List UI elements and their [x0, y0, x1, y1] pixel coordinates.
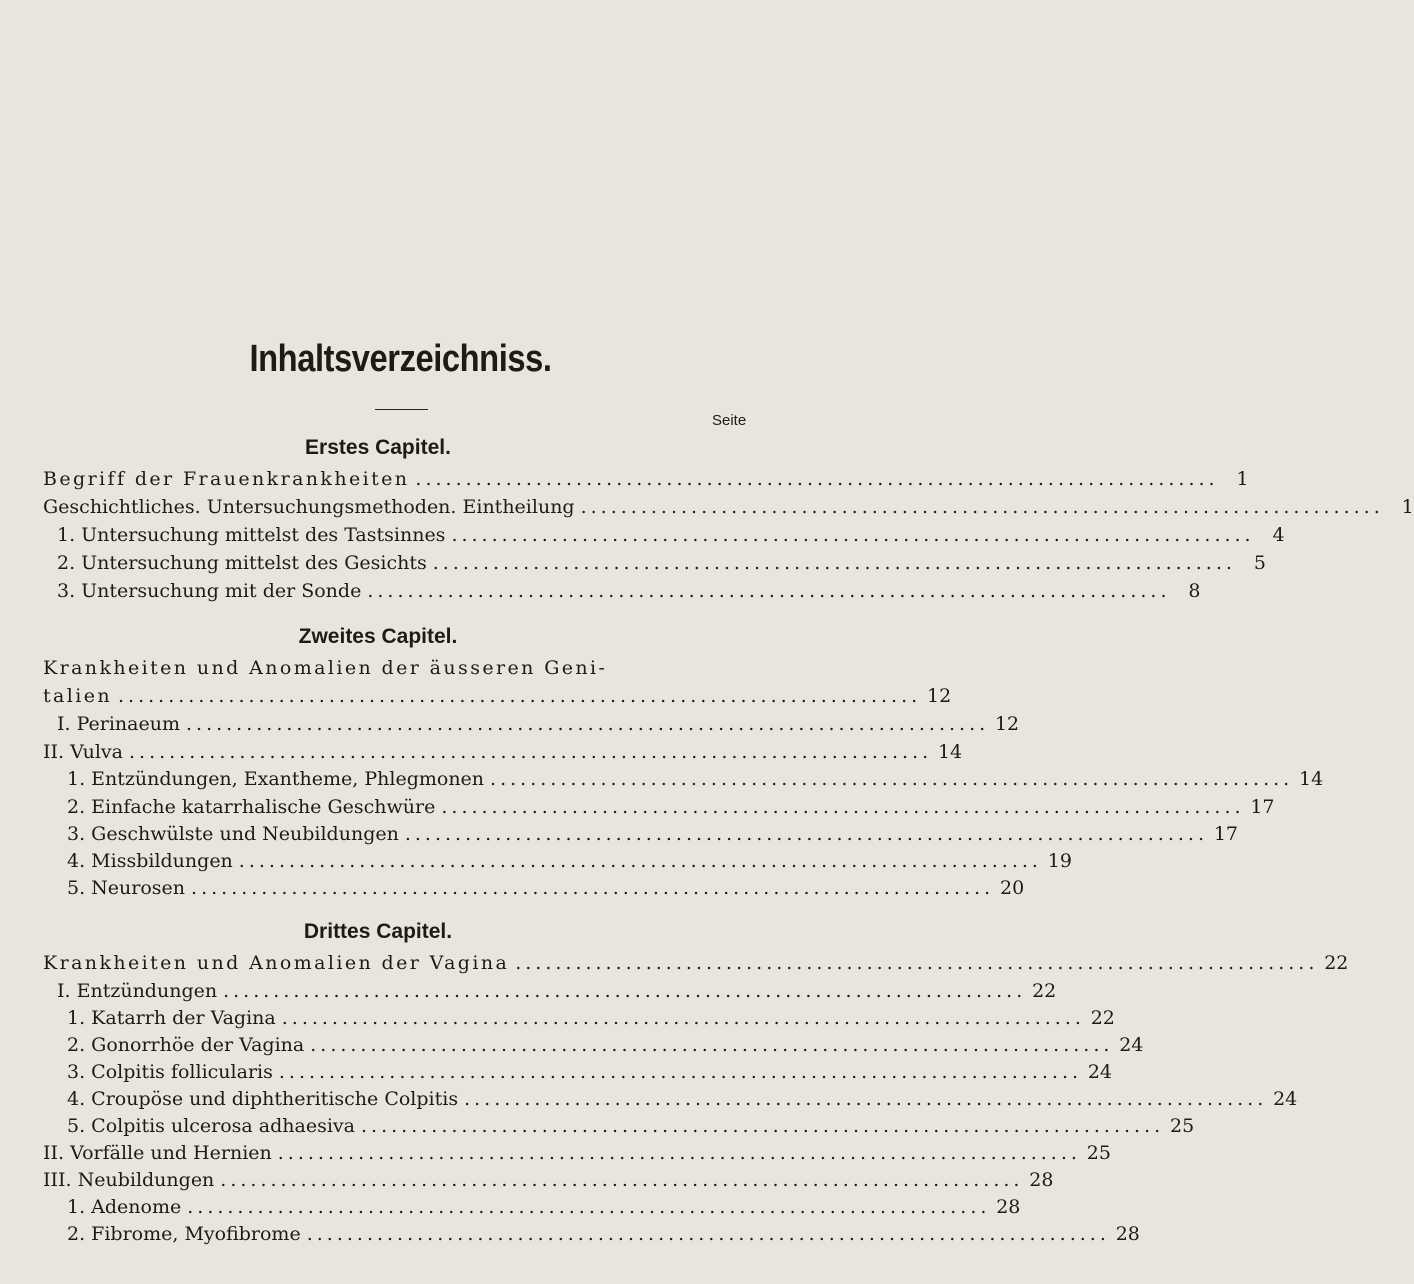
entry-label: I. Perinaeum [57, 713, 180, 735]
leader-dots: ................................................................................ [415, 468, 1219, 490]
toc-entry[interactable] [43, 468, 1249, 496]
entry-label: 3. Untersuchung mit der Sonde [57, 580, 362, 602]
toc-entry[interactable] [43, 1196, 1021, 1224]
leader-dots: ................................................................................ [187, 1196, 991, 1218]
leader-dots: ................................................................................ [404, 823, 1209, 845]
leader-dots: ................................................................................ [220, 1169, 1024, 1191]
page-title: Inhaltsverzeichniss. [249, 338, 552, 380]
entry-page: 22 [1090, 1007, 1115, 1029]
entry-page: 1 [1401, 496, 1414, 518]
entry-page: 25 [1086, 1142, 1111, 1164]
toc-entry[interactable] [43, 1115, 1195, 1143]
entry-label: 2. Fibrome, Myofibrome [67, 1223, 301, 1245]
entry-label: 1. Adenome [67, 1196, 182, 1218]
entry-label: II. Vulva [43, 741, 123, 763]
toc-entry[interactable] [43, 768, 1324, 796]
entry-page: 1 [1236, 468, 1249, 490]
entry-label: 5. Colpitis ulcerosa adhaesiva [67, 1115, 355, 1137]
entry-page: 28 [1115, 1223, 1140, 1245]
toc-entry[interactable] [43, 877, 1025, 905]
leader-dots: ................................................................................ [490, 768, 1294, 790]
leader-dots: ................................................................................ [306, 1223, 1110, 1245]
entry-page: 28 [996, 1196, 1021, 1218]
chapter-heading: Zweites Capitel. [298, 625, 458, 648]
toc-entry[interactable] [43, 1223, 1140, 1251]
toc-entry[interactable] [43, 1061, 1113, 1089]
toc-entry[interactable] [43, 741, 963, 769]
toc-entry[interactable] [43, 713, 1020, 741]
leader-dots: ................................................................................ [238, 850, 1042, 872]
seite-label: Seite [712, 412, 747, 429]
entry-page: 8 [1188, 580, 1201, 602]
entry-page: 24 [1273, 1088, 1298, 1110]
entry-label: Krankheiten und Anomalien der Vagina [43, 952, 510, 974]
toc-entry[interactable] [43, 580, 1201, 608]
entry-label: 4. Croupöse und diphtheritische Colpitis [67, 1088, 459, 1110]
toc-entry[interactable] [43, 850, 1072, 878]
entry-label: 1. Entzündungen, Exantheme, Phlegmonen [67, 768, 485, 790]
toc-entry[interactable] [43, 685, 952, 713]
leader-dots: ................................................................................ [464, 1088, 1268, 1110]
entry-label: 2. Einfache katarrhalische Geschwüre [67, 796, 436, 818]
toc-entry[interactable] [43, 1034, 1144, 1062]
leader-dots: ................................................................................ [515, 952, 1319, 974]
leader-dots: ................................................................................ [185, 713, 990, 735]
entry-label: 1. Untersuchung mittelst des Tastsinnes [57, 524, 446, 546]
entry-label: Geschichtliches. Untersuchungsmethoden. Eintheilung [43, 496, 575, 518]
leader-dots: ................................................................................ [128, 741, 933, 763]
toc-entry[interactable] [43, 952, 1349, 980]
entry-page: 28 [1029, 1169, 1054, 1191]
chapter-heading: Drittes Capitel. [303, 920, 453, 943]
toc-entry[interactable] [43, 1088, 1298, 1116]
title-rule [375, 409, 428, 410]
leader-dots: ................................................................................ [281, 1007, 1085, 1029]
entry-label: III. Neubildungen [43, 1169, 215, 1191]
entry-label: Begriff der Frauenkrankheiten [43, 468, 410, 490]
toc-entry[interactable] [43, 524, 1285, 552]
entry-label: 3. Geschwülste und Neubildungen [67, 823, 399, 845]
leader-dots: ................................................................................ [432, 552, 1236, 574]
toc-entry[interactable] [43, 552, 1266, 580]
entry-page: 4 [1272, 524, 1285, 546]
entry-label: I. Entzündungen [57, 980, 218, 1002]
entry-label: 2. Gonorrhöe der Vagina [67, 1034, 305, 1056]
entry-page: 24 [1119, 1034, 1144, 1056]
toc-entry[interactable] [43, 1169, 1054, 1197]
entry-page: 25 [1169, 1115, 1195, 1137]
entry-label: 3. Colpitis follicularis [67, 1061, 273, 1083]
entry-label: 5. Neurosen [67, 877, 186, 899]
leader-dots: ................................................................................ [118, 685, 922, 707]
toc-entry[interactable] [43, 496, 1414, 524]
toc-entry[interactable] [43, 823, 1239, 851]
chapter-heading: Erstes Capitel. [305, 436, 451, 459]
leader-dots: ................................................................................ [277, 1142, 1081, 1164]
entry-page: 22 [1324, 952, 1349, 974]
leader-dots: ................................................................................ [223, 980, 1027, 1002]
entry-label: 4. Missbildungen [67, 850, 233, 872]
toc-entry[interactable] [43, 980, 1057, 1008]
leader-dots: ................................................................................ [441, 796, 1245, 818]
chapter-title-line: Krankheiten und Anomalien der äusseren Geni- [43, 657, 608, 679]
entry-page: 24 [1087, 1061, 1113, 1083]
leader-dots: ................................................................................ [278, 1061, 1083, 1083]
entry-page: 17 [1213, 823, 1239, 845]
entry-label: 2. Untersuchung mittelst des Gesichts [57, 552, 427, 574]
entry-label: 1. Katarrh der Vagina [67, 1007, 276, 1029]
entry-page: 20 [1000, 877, 1025, 899]
entry-page: 12 [926, 685, 952, 707]
leader-dots: ................................................................................ [367, 580, 1171, 602]
entry-label: II. Vorfälle und Hernien [43, 1142, 272, 1164]
leader-dots: ................................................................................ [580, 496, 1384, 518]
entry-page: 12 [994, 713, 1020, 735]
entry-page: 19 [1047, 850, 1072, 872]
leader-dots: ................................................................................ [451, 524, 1255, 546]
entry-label: talien [43, 685, 112, 707]
entry-page: 14 [937, 741, 963, 763]
entry-page: 5 [1253, 552, 1266, 574]
leader-dots: ................................................................................ [191, 877, 995, 899]
entry-page: 14 [1299, 768, 1324, 790]
toc-entry[interactable] [43, 1142, 1111, 1170]
entry-page: 17 [1250, 796, 1275, 818]
toc-entry[interactable] [43, 1007, 1115, 1035]
toc-entry[interactable] [43, 796, 1275, 824]
leader-dots: ................................................................................ [361, 1115, 1165, 1137]
leader-dots: ................................................................................ [310, 1034, 1114, 1056]
entry-page: 22 [1032, 980, 1057, 1002]
